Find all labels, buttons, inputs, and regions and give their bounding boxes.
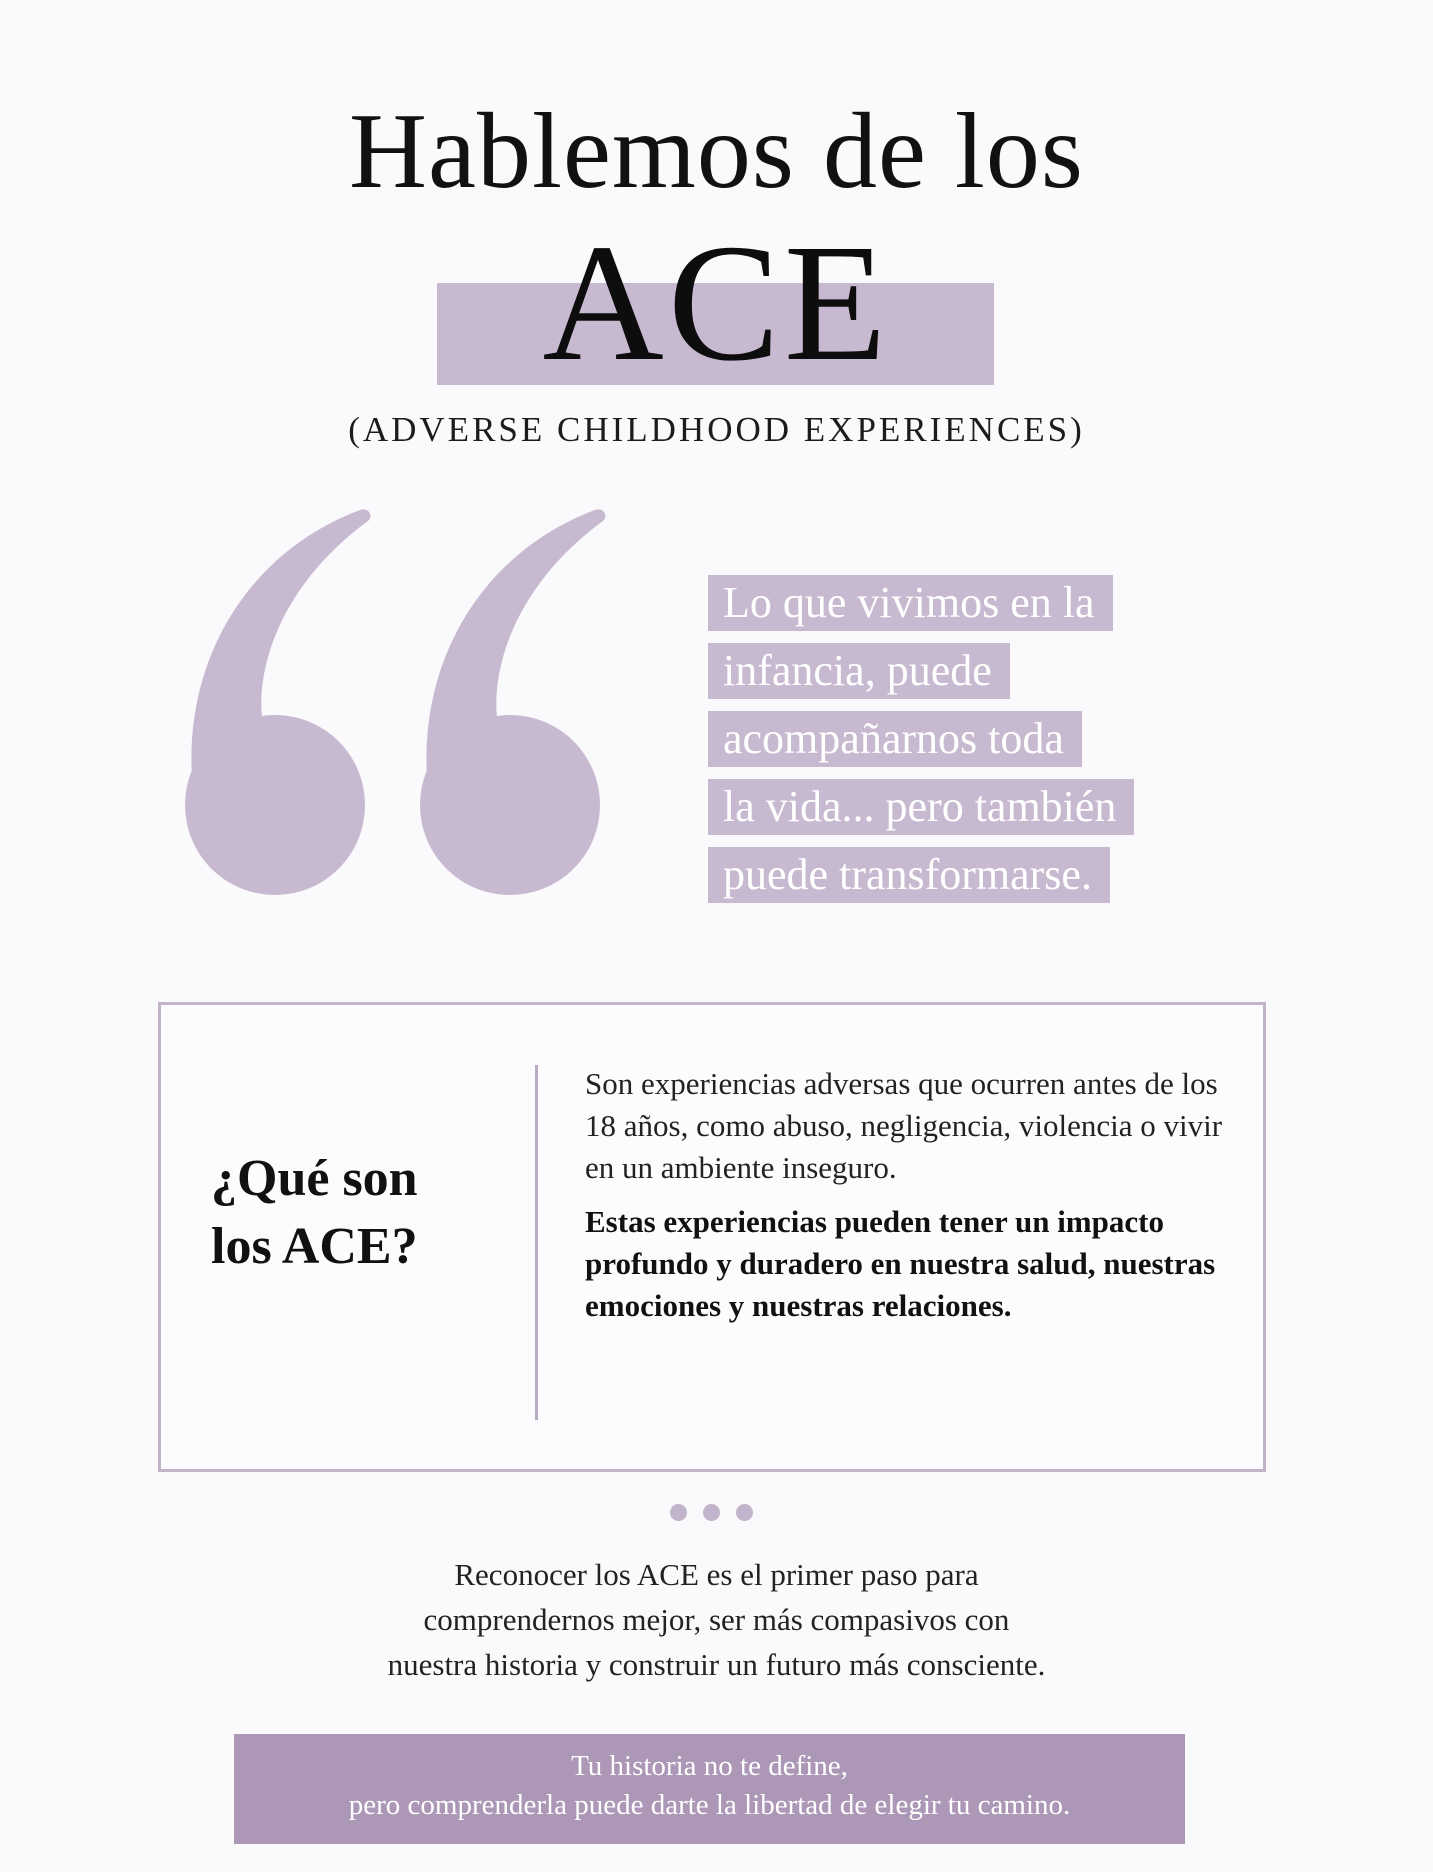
info-heading-line1: ¿Qué son bbox=[211, 1150, 418, 1207]
dot-icon bbox=[736, 1504, 753, 1521]
vertical-divider bbox=[535, 1065, 538, 1420]
info-paragraph-impact: Estas experiencias pueden tener un impacto profundo y duradero en nuestra salud, nuestras emociones y nuestras relaciones. bbox=[585, 1204, 1216, 1323]
quote-line bbox=[708, 711, 1134, 779]
banner-line2: pero comprenderla puede darte la libertad de elegir tu camino. bbox=[348, 1789, 1071, 1821]
info-text bbox=[585, 1063, 1225, 1327]
closing-line: nuestra historia y construir un futuro más consciente. bbox=[387, 1647, 1046, 1682]
quote-line-text: infancia, puede bbox=[708, 643, 1010, 699]
info-heading-line2: los ACE? bbox=[211, 1218, 418, 1275]
banner-line1: Tu historia no te define, bbox=[571, 1750, 848, 1782]
info-box bbox=[158, 1002, 1266, 1472]
closing-line: Reconocer los ACE es el primer paso para bbox=[454, 1557, 979, 1592]
footer-banner bbox=[234, 1734, 1185, 1844]
quote-line bbox=[708, 643, 1134, 711]
quote-line bbox=[708, 779, 1134, 847]
dot-icon bbox=[703, 1504, 720, 1521]
quote-line bbox=[708, 847, 1134, 915]
quote-line bbox=[708, 575, 1134, 643]
quote-block bbox=[708, 575, 1134, 915]
separator-dots bbox=[670, 1504, 770, 1524]
page-title-line1: Hablemos de los bbox=[349, 92, 1084, 211]
info-paragraph-definition: Son experiencias adversas que ocurren antes de los 18 años, como abuso, negligencia, violencia o vivir en un ambiente inseguro. bbox=[585, 1066, 1223, 1185]
quote-line-text: Lo que vivimos en la bbox=[708, 575, 1113, 631]
quote-line-text: acompañarnos toda bbox=[708, 711, 1082, 767]
closing-text bbox=[0, 1552, 1433, 1687]
page-subtitle: (ADVERSE CHILDHOOD EXPERIENCES) bbox=[348, 410, 1085, 449]
dot-icon bbox=[670, 1504, 687, 1521]
info-heading bbox=[211, 1145, 631, 1281]
quote-line-text: la vida... pero también bbox=[708, 779, 1134, 835]
quotation-mark-icon bbox=[170, 505, 630, 895]
closing-line: comprendernos mejor, ser más compasivos con bbox=[423, 1602, 1010, 1637]
quote-line-text: puede transformarse. bbox=[708, 847, 1110, 903]
page-title-ace: ACE bbox=[542, 210, 891, 396]
